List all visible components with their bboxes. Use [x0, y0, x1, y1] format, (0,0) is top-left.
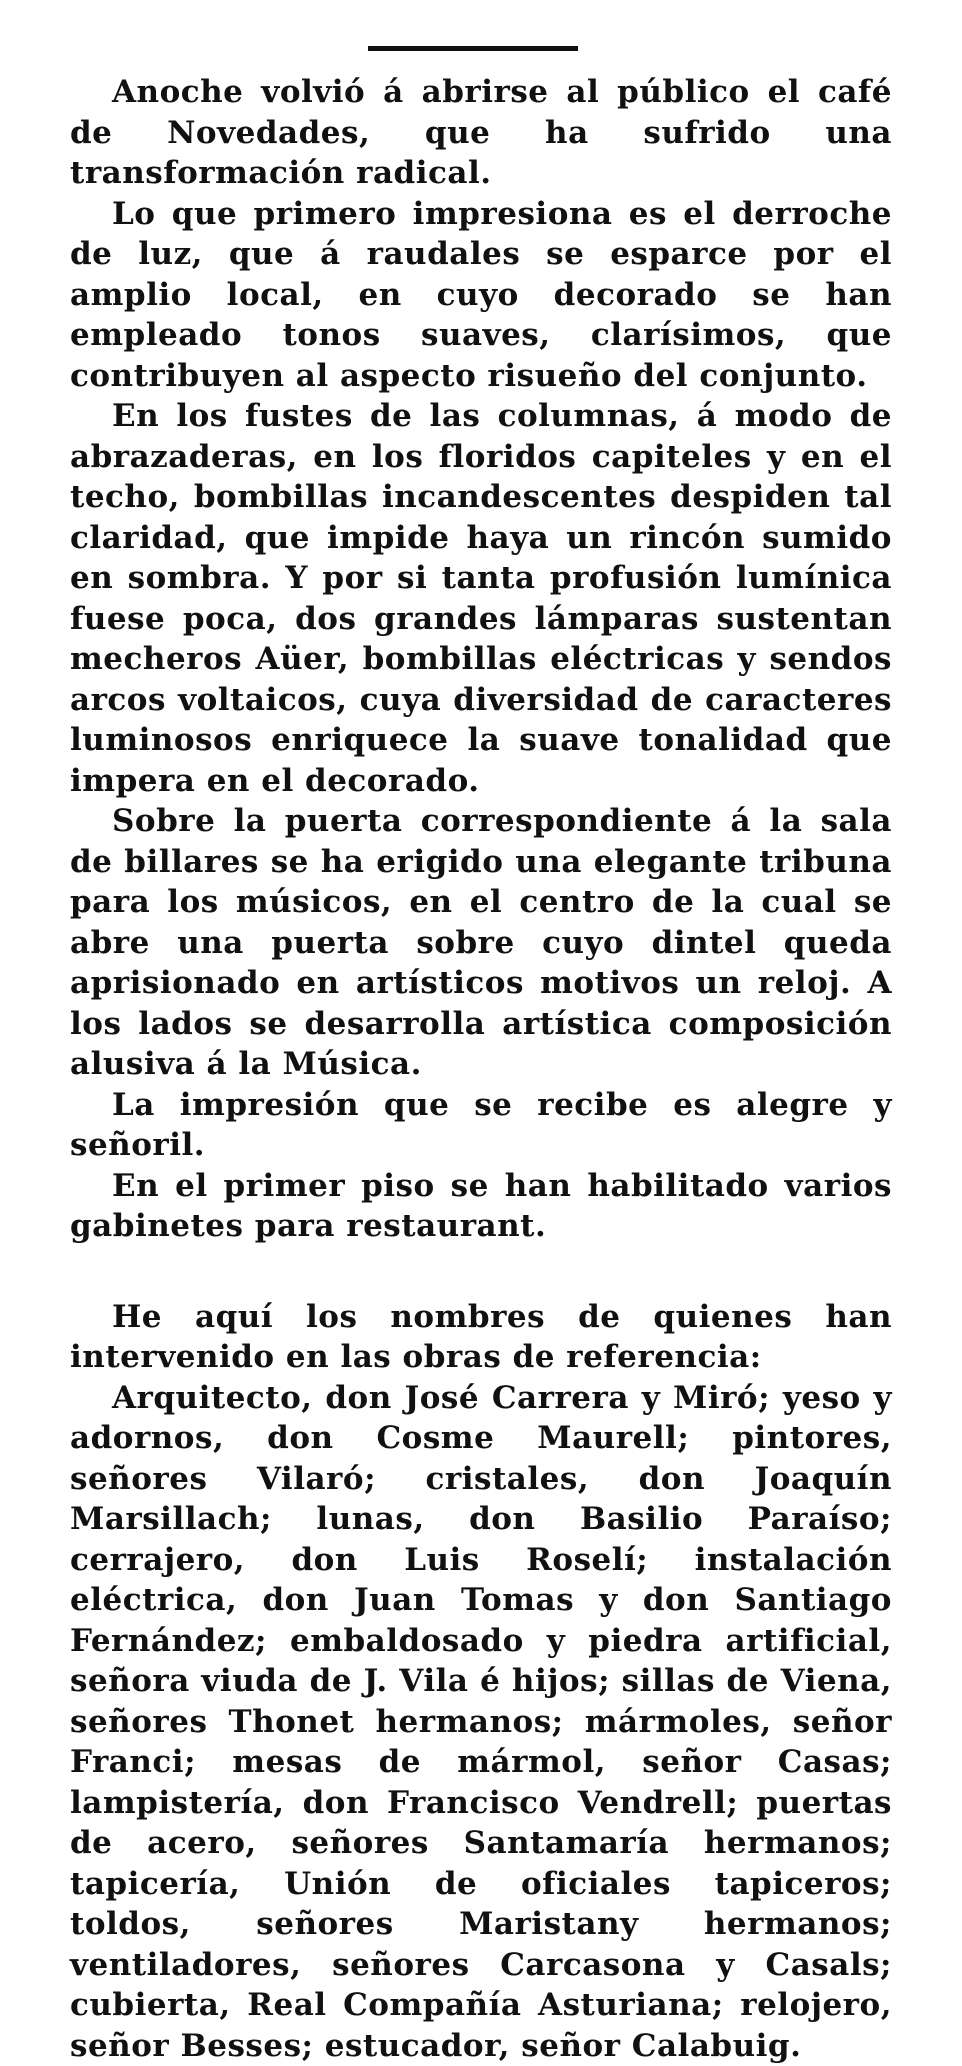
paragraph-impression: La impresión que se recibe es alegre y señoril. — [70, 1085, 892, 1166]
paragraph-music-tribune: Sobre la puerta correspondiente á la sala de billares se ha erigido una elegante tribuna para los músicos, en el centro de la cual se abre una puerta sobre cuyo dintel queda aprisionado en artísticos motivos un reloj. A los lados se desarrolla artística composición alusiva á la Música. — [70, 801, 892, 1085]
section-gap — [70, 1247, 892, 1297]
article-column — [70, 72, 892, 2066]
paragraph-lighting: Lo que primero impresiona es el derroche de luz, que á raudales se esparce por el amplio local, en cuyo decorado se han empleado tonos suaves, clarísimos, que contribuyen al aspecto risueño del conjunto. — [70, 194, 892, 397]
paragraph-first-floor: En el primer piso se han habilitado varios gabinetes para restaurant. — [70, 1166, 892, 1247]
paragraph-columns: En los fustes de las columnas, á modo de abrazaderas, en los floridos capiteles y en el techo, bombillas incandescentes despiden tal claridad, que impide haya un rincón sumido en sombra. Y por si tanta profusión lumínica fuese poca, dos grandes lámparas sustentan mecheros Aüer, bombillas eléctricas y sendos arcos voltaicos, cuya diversidad de caracteres luminosos enriquece la suave tonalidad que impera en el decorado. — [70, 396, 892, 801]
header-rule — [368, 46, 578, 51]
credits-intro: He aquí los nombres de quienes han intervenido en las obras de referencia: — [70, 1297, 892, 1378]
credits-list: Arquitecto, don José Carrera y Miró; yeso y adornos, don Cosme Maurell; pintores, señores Vilaró; cristales, don Joaquín Marsillach; lunas, don Basilio Paraíso; cerrajero, don Luis Roselí; instalación eléctrica, don Juan Tomas y don Santiago Fernández; embaldosado y piedra artificial, señora viuda de J. Vila é hijos; sillas de Viena, señores Thonet hermanos; mármoles, señor Franci; mesas de mármol, señor Casas; lampistería, don Francisco Vendrell; puertas de acero, señores Santamaría hermanos; tapicería, Unión de oficiales tapiceros; toldos, señores Maristany hermanos; ventiladores, señores Carcasona y Casals; cubierta, Real Compañía Asturiana; relojero, señor Besses; estucador, señor Calabuig. — [70, 1378, 892, 2066]
paragraph-reopening: Anoche volvió á abrirse al público el café de Novedades, que ha sufrido una transformación radical. — [70, 72, 892, 194]
